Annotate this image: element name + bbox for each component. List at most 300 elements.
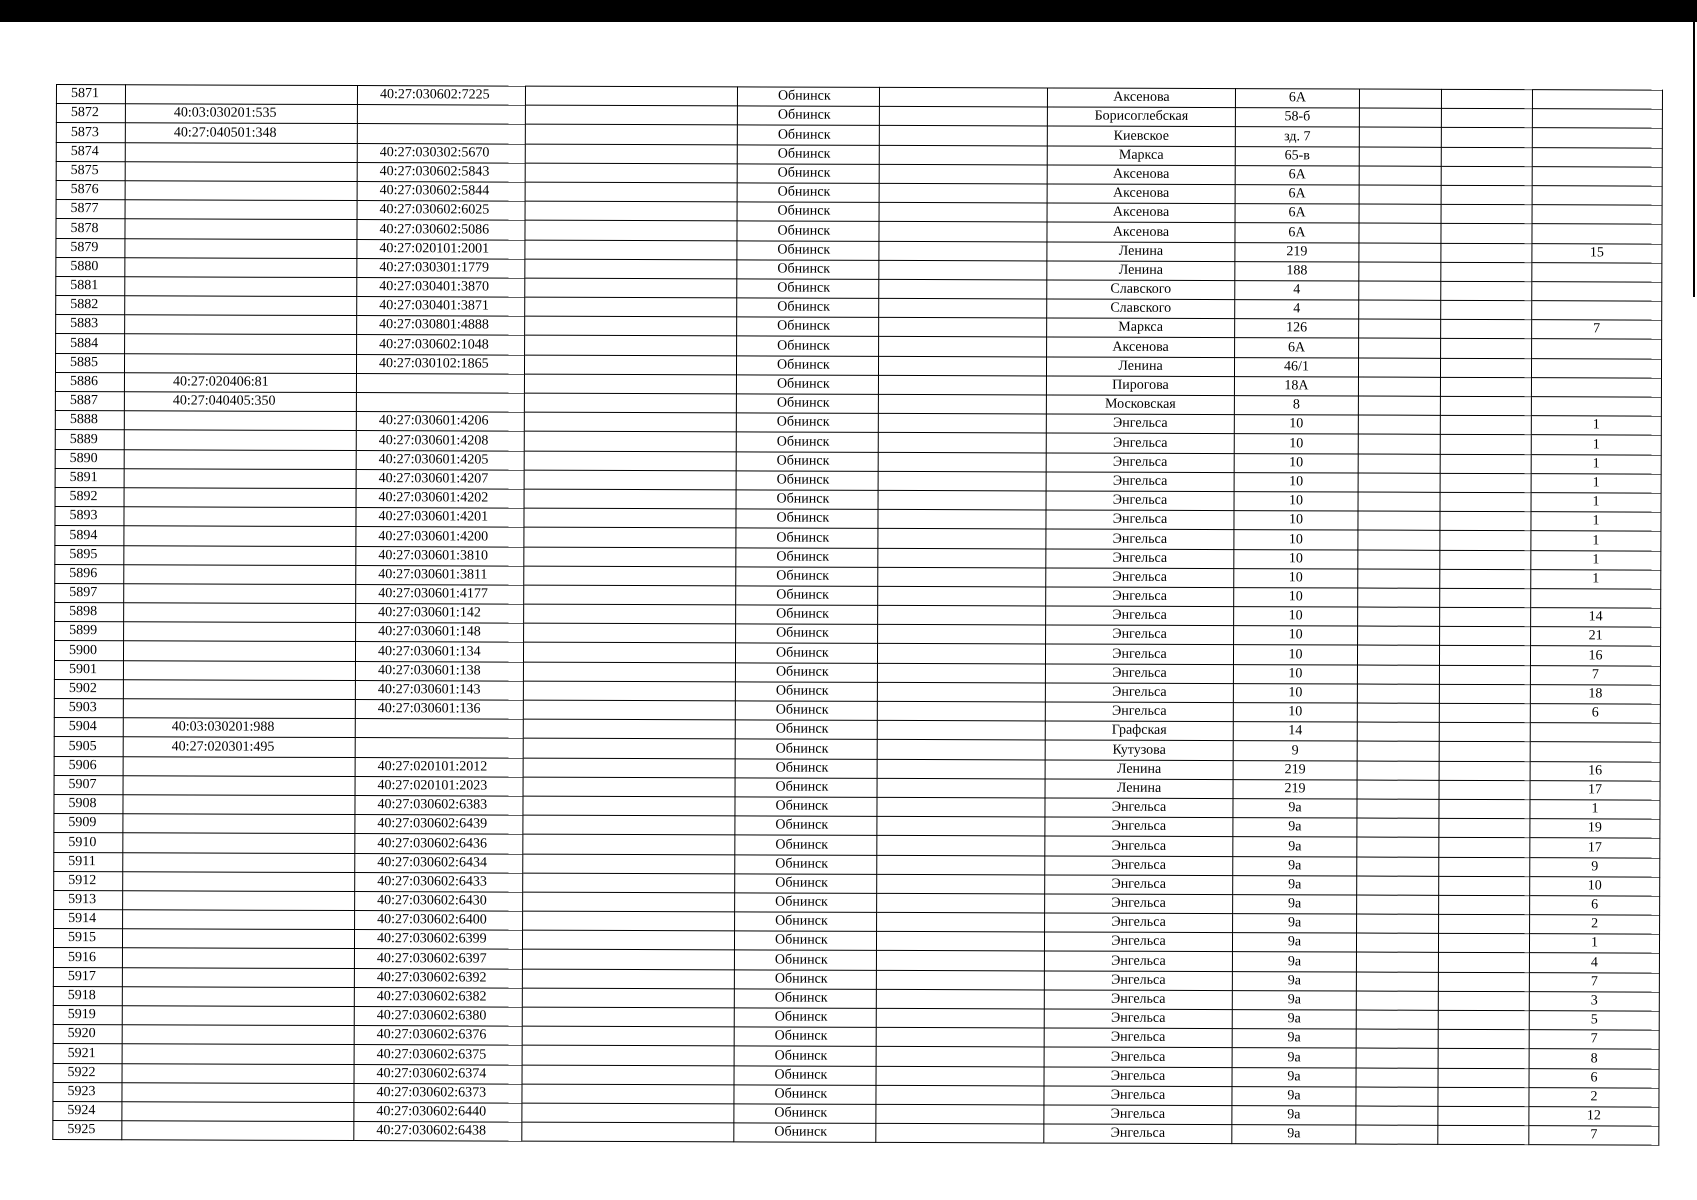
empty-cell [1440,531,1531,551]
apartment-cell: 1 [1531,435,1661,455]
empty-cell [525,240,737,260]
city-cell: Обнинск [737,279,879,299]
cadastral-number-room-cell: 40:27:030602:6382 [354,987,522,1007]
row-number-cell: 5888 [55,411,124,430]
empty-cell [1438,1049,1529,1069]
cadastral-number-cell [125,277,357,297]
street-cell: Кутузова [1045,740,1233,760]
city-cell: Обнинск [737,298,879,318]
apartment-cell: 6 [1530,896,1660,916]
empty-cell [1357,684,1439,703]
row-number-cell: 5915 [53,929,122,948]
cadastral-number-cell [124,507,356,527]
city-cell: Обнинск [736,605,878,625]
cadastral-number-room-cell: 40:27:030602:6380 [354,1007,522,1027]
empty-cell [1439,799,1530,819]
cadastral-number-cell [124,526,356,546]
empty-cell [1356,991,1438,1010]
empty-cell [876,951,1044,971]
empty-cell [878,567,1046,587]
empty-cell [523,796,735,816]
apartment-cell: 1 [1531,473,1661,493]
empty-cell [1359,108,1441,127]
cadastral-number-room-cell: 40:27:030602:6436 [355,834,523,854]
street-cell: Московская [1046,395,1234,415]
empty-cell [1357,876,1439,895]
empty-cell [1359,204,1441,223]
row-number-cell: 5880 [56,257,125,276]
empty-cell [879,279,1047,299]
empty-cell [879,260,1047,280]
street-cell: Энгельса [1046,510,1234,530]
cadastral-number-room-cell: 40:27:030601:142 [356,604,524,624]
empty-cell [876,1085,1044,1105]
city-cell: Обнинск [735,835,877,855]
house-cell: 6А [1235,89,1359,109]
street-cell: Энгельса [1044,932,1232,952]
cadastral-number-room-cell: 40:27:030601:3810 [356,546,524,566]
street-cell: Славского [1047,299,1235,319]
city-cell: Обнинск [736,451,878,471]
empty-cell [1438,1068,1529,1088]
apartment-cell: 2 [1530,915,1660,935]
empty-cell [1359,185,1441,204]
apartment-cell: 1 [1531,416,1661,436]
empty-cell [877,797,1045,817]
empty-cell [1357,799,1439,818]
cadastral-number-room-cell: 40:27:030602:6440 [354,1102,522,1122]
empty-cell [522,1026,734,1046]
cadastral-number-cell: 40:27:040501:348 [125,123,357,143]
row-number-cell: 5883 [56,315,125,334]
apartment-cell: 17 [1530,838,1660,858]
row-number-cell: 5881 [56,276,125,295]
cadastral-number-room-cell: 40:27:020101:2012 [355,757,523,777]
apartment-cell: 3 [1529,991,1659,1011]
apartment-cell [1532,109,1662,129]
empty-cell [876,970,1044,990]
empty-cell [523,758,735,778]
cadastral-number-cell [124,488,356,508]
empty-cell [1359,166,1441,185]
empty-cell [1356,933,1438,952]
empty-cell [1440,473,1531,493]
empty-cell [877,874,1045,894]
empty-cell [1440,377,1531,397]
cadastral-number-room-cell: 40:27:030602:6430 [355,891,523,911]
empty-cell [1438,972,1529,992]
city-cell: Обнинск [735,663,877,683]
empty-cell [877,721,1045,741]
city-cell: Обнинск [734,1065,876,1085]
house-cell: 10 [1234,568,1358,588]
cadastral-number-cell [124,411,356,431]
apartment-cell: 1 [1531,493,1661,513]
empty-cell [523,911,735,931]
apartment-cell [1532,166,1662,186]
apartment-cell: 5 [1529,1011,1659,1031]
cadastral-number-cell [125,315,357,335]
apartment-cell [1532,282,1662,302]
city-cell: Обнинск [737,125,879,145]
empty-cell [1439,818,1530,838]
city-cell: Обнинск [736,624,878,644]
cadastral-number-cell: 40:27:040405:350 [124,392,356,412]
apartment-cell: 8 [1529,1049,1659,1069]
empty-cell [1356,1068,1438,1087]
cadastral-number-cell [124,622,356,642]
street-cell: Энгельса [1045,894,1233,914]
street-cell: Энгельса [1046,529,1234,549]
city-cell: Обнинск [734,969,876,989]
city-cell: Обнинск [737,87,879,107]
street-cell: Энгельса [1044,951,1232,971]
empty-cell [876,1104,1044,1124]
empty-cell [877,912,1045,932]
cadastral-number-room-cell: 40:27:030602:6374 [354,1064,522,1084]
empty-cell [522,1103,734,1123]
house-cell: зд. 7 [1235,127,1359,147]
row-number-cell: 5892 [55,487,124,506]
city-cell: Обнинск [736,509,878,529]
row-number-cell: 5878 [56,219,125,238]
empty-cell [1439,742,1530,762]
street-cell: Ленина [1045,760,1233,780]
cadastral-number-room-cell [357,124,525,144]
house-cell: 6А [1235,185,1359,205]
empty-cell [876,932,1044,952]
city-cell: Обнинск [736,356,878,376]
empty-cell [1358,377,1440,396]
apartment-cell [1531,377,1661,397]
empty-cell [1358,434,1440,453]
row-number-cell: 5885 [55,353,124,372]
city-cell: Обнинск [734,1085,876,1105]
empty-cell [1438,1125,1529,1145]
empty-cell [1440,492,1531,512]
cadastral-number-cell [125,181,357,201]
apartment-cell: 1 [1531,531,1661,551]
house-cell: 10 [1233,703,1357,723]
empty-cell [523,834,735,854]
city-cell: Обнинск [735,912,877,932]
street-cell: Ленина [1047,261,1235,281]
cadastral-number-cell: 40:27:020301:495 [123,737,355,757]
empty-cell [524,374,736,394]
apartment-cell: 17 [1530,780,1660,800]
empty-cell [1440,435,1531,455]
empty-cell [878,529,1046,549]
empty-cell [1440,358,1531,378]
apartment-cell [1532,186,1662,206]
row-number-cell: 5921 [53,1044,122,1063]
empty-cell [1359,127,1441,146]
house-cell: 9 [1233,741,1357,761]
row-number-cell: 5906 [54,756,123,775]
empty-cell [524,393,736,413]
empty-cell [878,471,1046,491]
empty-cell [878,356,1046,376]
cadastral-number-room-cell [355,738,523,758]
city-cell: Обнинск [734,1027,876,1047]
cadastral-number-room-cell: 40:27:030601:136 [355,700,523,720]
city-cell: Обнинск [734,989,876,1009]
empty-cell [878,394,1046,414]
apartment-cell: 1 [1530,800,1660,820]
house-cell: 10 [1233,683,1357,703]
empty-cell [1358,626,1440,645]
row-number-cell: 5909 [54,814,123,833]
house-cell: 9а [1232,1106,1356,1126]
empty-cell [1440,454,1531,474]
cadastral-number-room-cell [357,105,525,125]
city-cell: Обнинск [736,567,878,587]
cadastral-number-room-cell: 40:27:030601:3811 [356,565,524,585]
row-number-cell: 5924 [53,1101,122,1120]
house-cell: 4 [1235,280,1359,300]
empty-cell [879,202,1047,222]
empty-cell [1357,665,1439,684]
empty-cell [1439,780,1530,800]
house-cell: 10 [1234,472,1358,492]
street-cell: Энгельса [1045,817,1233,837]
empty-cell [1357,722,1439,741]
city-cell: Обнинск [737,221,879,241]
empty-cell [522,969,734,989]
city-cell: Обнинск [737,164,879,184]
house-cell: 6А [1235,338,1359,358]
empty-cell [877,816,1045,836]
empty-cell [525,182,737,202]
cadastral-number-cell [124,603,356,623]
empty-cell [1441,224,1532,244]
street-cell: Энгельса [1046,433,1234,453]
city-cell: Обнинск [735,854,877,874]
empty-cell [879,126,1047,146]
street-cell: Энгельса [1045,664,1233,684]
cadastral-number-cell [123,641,355,661]
row-number-cell: 5920 [53,1025,122,1044]
empty-cell [877,740,1045,760]
empty-cell [879,183,1047,203]
street-cell: Энгельса [1045,798,1233,818]
cadastral-number-room-cell: 40:27:020101:2001 [357,239,525,259]
street-cell: Энгельса [1046,625,1234,645]
city-cell: Обнинск [734,1123,876,1143]
empty-cell [1441,109,1532,129]
cadastral-number-cell [122,1025,354,1045]
house-cell: 9а [1232,1086,1356,1106]
empty-cell [523,892,735,912]
cadastral-number-cell [122,1121,354,1141]
cadastral-number-cell [123,891,355,911]
empty-cell [1439,646,1530,666]
empty-cell [1440,511,1531,531]
apartment-cell: 2 [1529,1087,1659,1107]
empty-cell [1356,1048,1438,1067]
street-cell: Маркса [1047,318,1235,338]
cadastral-number-cell [122,1082,354,1102]
empty-cell [1438,991,1529,1011]
cadastral-number-room-cell: 40:27:030602:6439 [355,815,523,835]
apartment-cell [1532,262,1662,282]
house-cell: 9а [1232,1029,1356,1049]
house-cell: 10 [1234,587,1358,607]
city-cell: Обнинск [736,547,878,567]
empty-cell [1358,588,1440,607]
house-cell: 219 [1235,242,1359,262]
empty-cell [1357,837,1439,856]
apartment-cell: 1 [1531,512,1661,532]
empty-cell [524,547,736,567]
empty-cell [1359,262,1441,281]
empty-cell [525,105,737,125]
cadastral-number-room-cell: 40:27:030601:143 [355,680,523,700]
street-cell: Энгельса [1044,971,1232,991]
apartment-cell: 7 [1530,665,1660,685]
street-cell: Аксенова [1047,222,1235,242]
cadastral-number-cell [123,660,355,680]
empty-cell [1438,1087,1529,1107]
city-cell: Обнинск [737,106,879,126]
row-number-cell: 5918 [53,986,122,1005]
house-cell: 58-б [1235,108,1359,128]
cadastral-number-room-cell: 40:27:030602:6433 [355,872,523,892]
city-cell: Обнинск [735,874,877,894]
cadastral-number-room-cell [356,373,524,393]
empty-cell [1441,166,1532,186]
row-number-cell: 5871 [56,85,125,104]
cadastral-number-cell [123,775,355,795]
empty-cell [1439,895,1530,915]
empty-cell [1439,723,1530,743]
house-cell: 9а [1232,1067,1356,1087]
cadastral-number-cell [125,334,357,354]
empty-cell [1358,530,1440,549]
empty-cell [524,508,736,528]
house-cell: 9а [1233,875,1357,895]
empty-cell [1356,972,1438,991]
empty-cell [876,1028,1044,1048]
cadastral-number-cell [124,584,356,604]
empty-cell [876,1123,1044,1143]
empty-cell [1441,128,1532,148]
cadastral-number-room-cell: 40:27:030602:6392 [354,968,522,988]
empty-cell [525,86,737,106]
empty-cell [525,163,737,183]
empty-cell [525,259,737,279]
empty-cell [1356,1087,1438,1106]
cadastral-number-room-cell: 40:27:030602:7225 [357,86,525,106]
street-cell: Аксенова [1047,203,1235,223]
row-number-cell: 5874 [56,142,125,161]
row-number-cell: 5872 [56,104,125,123]
city-cell: Обнинск [736,394,878,414]
street-cell: Энгельса [1046,568,1234,588]
house-cell: 126 [1235,319,1359,339]
cadastral-number-cell [125,219,357,239]
cadastral-number-cell [125,85,357,105]
empty-cell [1439,684,1530,704]
empty-cell [878,625,1046,645]
empty-cell [1356,952,1438,971]
apartment-cell [1532,128,1662,148]
empty-cell [523,854,735,874]
cadastral-number-room-cell: 40:27:030601:138 [355,661,523,681]
cadastral-number-cell [122,1102,354,1122]
cadastral-number-cell [122,929,354,949]
empty-cell [522,950,734,970]
house-cell: 10 [1234,434,1358,454]
row-number-cell: 5886 [55,372,124,391]
apartment-cell [1532,90,1662,110]
cadastral-number-room-cell: 40:27:030102:1865 [356,354,524,374]
cadastral-number-room-cell: 40:27:030601:134 [355,642,523,662]
cadastral-number-room-cell: 40:27:030301:1779 [357,258,525,278]
cadastral-number-room-cell: 40:27:030601:4207 [356,469,524,489]
street-cell: Энгельса [1046,414,1234,434]
apartment-cell: 7 [1532,320,1662,340]
cadastral-number-room-cell: 40:27:030602:6399 [354,930,522,950]
street-cell: Энгельса [1044,1086,1232,1106]
cadastral-number-room-cell: 40:27:030601:4206 [356,412,524,432]
cadastral-number-cell [123,852,355,872]
empty-cell [877,682,1045,702]
row-number-cell: 5890 [55,449,124,468]
empty-cell [879,298,1047,318]
empty-cell [1357,914,1439,933]
cadastral-number-cell [124,449,356,469]
empty-cell [524,470,736,490]
apartment-cell: 10 [1530,876,1660,896]
row-number-cell: 5875 [56,161,125,180]
street-cell: Маркса [1047,146,1235,166]
row-number-cell: 5879 [56,238,125,257]
empty-cell [1357,895,1439,914]
city-cell: Обнинск [734,1008,876,1028]
empty-cell [878,586,1046,606]
empty-cell [1439,876,1530,896]
apartment-cell: 7 [1529,1030,1659,1050]
empty-cell [1439,857,1530,877]
house-cell: 9а [1233,914,1357,934]
city-cell: Обнинск [737,202,879,222]
cadastral-number-cell [122,1044,354,1064]
cadastral-number-room-cell: 40:27:030601:4208 [356,431,524,451]
house-cell: 6А [1235,165,1359,185]
apartment-cell [1532,224,1662,244]
city-cell: Обнинск [735,720,877,740]
house-cell: 219 [1233,779,1357,799]
city-cell: Обнинск [735,701,877,721]
street-cell: Энгельса [1044,1105,1232,1125]
apartment-cell: 1 [1531,454,1661,474]
row-number-cell: 5910 [54,833,123,852]
empty-cell [1441,320,1532,340]
street-cell: Энгельса [1044,1047,1232,1067]
street-cell: Энгельса [1045,913,1233,933]
cadastral-number-cell [125,296,357,316]
empty-cell [523,643,735,663]
empty-cell [879,337,1047,357]
empty-cell [876,1047,1044,1067]
cadastral-number-cell [124,564,356,584]
row-number-cell: 5904 [54,718,123,737]
row-number-cell: 5873 [56,123,125,142]
row-number-cell: 5902 [54,679,123,698]
cadastral-number-cell [124,468,356,488]
house-cell: 10 [1234,549,1358,569]
